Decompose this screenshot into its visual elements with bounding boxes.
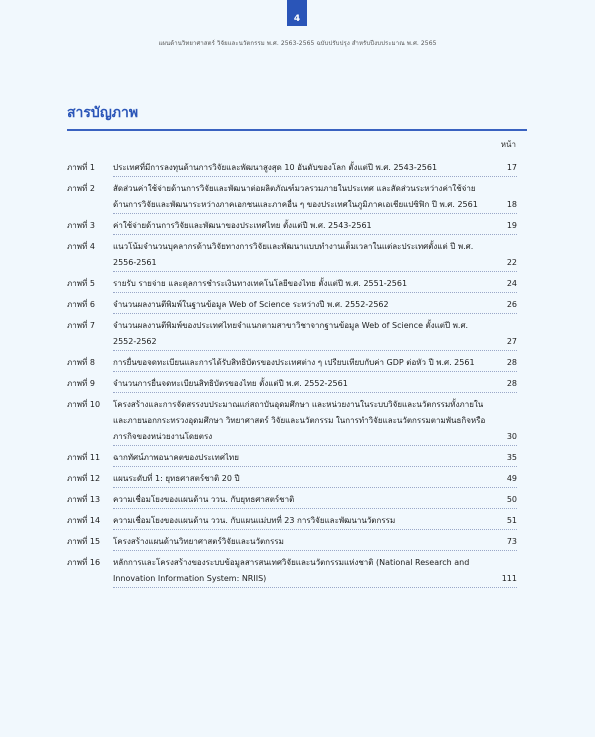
- list-item[interactable]: [67, 297, 517, 314]
- figure-label: ภาพที่ 10: [67, 400, 101, 409]
- figure-page: 18: [506, 200, 517, 209]
- list-item[interactable]: [67, 450, 517, 467]
- list-item[interactable]: [67, 239, 517, 272]
- figure-title: แผนระดับที่ 1: ยุทธศาสตร์ชาติ 20 ปี: [113, 474, 240, 483]
- figure-title: การยื่นขอจดทะเบียนและการได้รับสิทธิบัตรของประเทศต่าง ๆ เปรียบเทียบกับค่า GDP ต่อหัว ปี พ.ศ. 2561: [113, 358, 475, 367]
- list-item[interactable]: [67, 397, 517, 446]
- figure-title: ค่าใช้จ่ายด้านการวิจัยและพัฒนาของประเทศไทย ตั้งแต่ปี พ.ศ. 2543-2561: [113, 221, 372, 230]
- figure-title: หลักการและโครงสร้างของระบบข้อมูลสารสนเทศวิจัยและนวัตกรรมแห่งชาติ (National Research and Innovation Information System: NRIIS): [113, 558, 470, 583]
- figure-page: 35: [506, 453, 517, 462]
- figure-title: โครงสร้างแผนด้านวิทยาศาสตร์วิจัยและนวัตกรรม: [113, 537, 284, 546]
- list-item[interactable]: [67, 492, 517, 509]
- figure-page: 28: [506, 358, 517, 367]
- figure-label: ภาพที่ 14: [67, 516, 101, 525]
- list-item[interactable]: [67, 534, 517, 551]
- figure-title: ฉากทัศน์ภาพอนาคตของประเทศไทย: [113, 453, 239, 462]
- figure-label: ภาพที่ 4: [67, 242, 95, 251]
- figure-label: ภาพที่ 13: [67, 495, 101, 504]
- page-title: สารบัญภาพ: [67, 105, 139, 121]
- figure-title: ความเชื่อมโยงของแผนด้าน ววน. กับยุทธศาสตร์ชาติ: [113, 495, 295, 504]
- figure-title: รายรับ รายจ่าย และดุลการชำระเงินทางเทคโนโลยีของไทย ตั้งแต่ปี พ.ศ. 2551-2561: [113, 279, 408, 288]
- list-item[interactable]: [67, 276, 517, 293]
- figure-title: จำนวนการยื่นจดทะเบียนสิทธิบัตรของไทย ตั้งแต่ปี พ.ศ. 2552-2561: [113, 379, 348, 388]
- list-item[interactable]: [67, 555, 517, 588]
- figure-page: 51: [506, 516, 517, 525]
- figure-page: 111: [501, 574, 517, 583]
- list-item[interactable]: [67, 160, 517, 177]
- list-item[interactable]: [67, 181, 517, 214]
- figure-page: 73: [506, 537, 517, 546]
- figure-page: 26: [506, 300, 517, 309]
- figure-title: จำนวนผลงานตีพิมพ์ของประเทศไทยจำแนกตามสาขาวิชาจากฐานข้อมูล Web of Science ตั้งแต่ปี พ.ศ. 2552-2562: [113, 321, 469, 346]
- figure-page: 19: [506, 221, 517, 230]
- figure-label: ภาพที่ 11: [67, 453, 101, 462]
- figure-label: ภาพที่ 6: [67, 300, 95, 309]
- list-item[interactable]: [67, 513, 517, 530]
- figure-page: 17: [506, 163, 517, 172]
- list-item[interactable]: [67, 376, 517, 393]
- figure-label: ภาพที่ 15: [67, 537, 101, 546]
- running-header: แผนด้านวิทยาศาสตร์ วิจัยและนวัตกรรม พ.ศ. 2563-2565 ฉบับปรับปรุง สำหรับปีงบประมาณ พ.ศ. 2565: [158, 40, 437, 47]
- figure-page: 27: [506, 337, 517, 346]
- figure-label: ภาพที่ 7: [67, 321, 95, 330]
- figure-label: ภาพที่ 12: [67, 474, 101, 483]
- page-number-badge: 4: [287, 0, 307, 26]
- figure-page: 30: [506, 432, 517, 441]
- figure-label: ภาพที่ 5: [67, 279, 95, 288]
- figure-label: ภาพที่ 16: [67, 558, 101, 567]
- list-item[interactable]: [67, 355, 517, 372]
- page-column-label: หน้า: [500, 140, 516, 149]
- figure-label: ภาพที่ 3: [67, 221, 95, 230]
- figure-page: 50: [506, 495, 517, 504]
- figure-label: ภาพที่ 8: [67, 358, 95, 367]
- figure-label: ภาพที่ 2: [67, 184, 95, 193]
- figure-page: 49: [506, 474, 517, 483]
- figure-page: 22: [506, 258, 517, 267]
- figure-title: แนวโน้มจำนวนบุคลากรด้านวิจัยทางการวิจัยและพัฒนาแบบทำงานเต็มเวลาในแต่ละประเทศตั้งแต่ ปี พ.ศ. 2556-2561: [113, 242, 474, 267]
- figure-page: 28: [506, 379, 517, 388]
- figure-label: ภาพที่ 1: [67, 163, 95, 172]
- title-divider: [67, 129, 527, 131]
- figure-page: 24: [506, 279, 517, 288]
- figure-title: ความเชื่อมโยงของแผนด้าน ววน. กับแผนแม่บทที่ 23 การวิจัยและพัฒนานวัตกรรม: [113, 516, 396, 525]
- list-item[interactable]: [67, 471, 517, 488]
- figure-title: จำนวนผลงานตีพิมพ์ในฐานข้อมูล Web of Science ระหว่างปี พ.ศ. 2552-2562: [113, 300, 389, 309]
- figure-title: โครงสร้างและการจัดสรรงบประมาณแก่สถาบันอุดมศึกษา และหน่วยงานในระบบวิจัยและนวัตกรรมทั้งภายในและภายนอกกระทรวงอุดมศึกษา วิทยาศาสตร์ วิจัยและนวัตกรรม ในการทำวิจัยและนวัตกรรมตามพันธกิจหรือภารกิจของหน่วยงานโดยตรง: [113, 400, 486, 441]
- figure-list: [67, 160, 517, 592]
- list-item[interactable]: [67, 318, 517, 351]
- list-item[interactable]: [67, 218, 517, 235]
- figure-label: ภาพที่ 9: [67, 379, 95, 388]
- figure-title: สัดส่วนค่าใช้จ่ายด้านการวิจัยและพัฒนาต่อผลิตภัณฑ์มวลรวมภายในประเทศ และสัดส่วนระหว่างค่าใช้จ่ายด้านการวิจัยและพัฒนาระหว่างภาคเอกชนและภาคอื่น ๆ ของประเทศในภูมิภาคเอเชียแปซิฟิก ปี พ.ศ. 2561: [113, 184, 478, 209]
- figure-title: ประเทศที่มีการลงทุนด้านการวิจัยและพัฒนาสูงสุด 10 อันดับของโลก ตั้งแต่ปี พ.ศ. 2543-2561: [113, 163, 438, 172]
